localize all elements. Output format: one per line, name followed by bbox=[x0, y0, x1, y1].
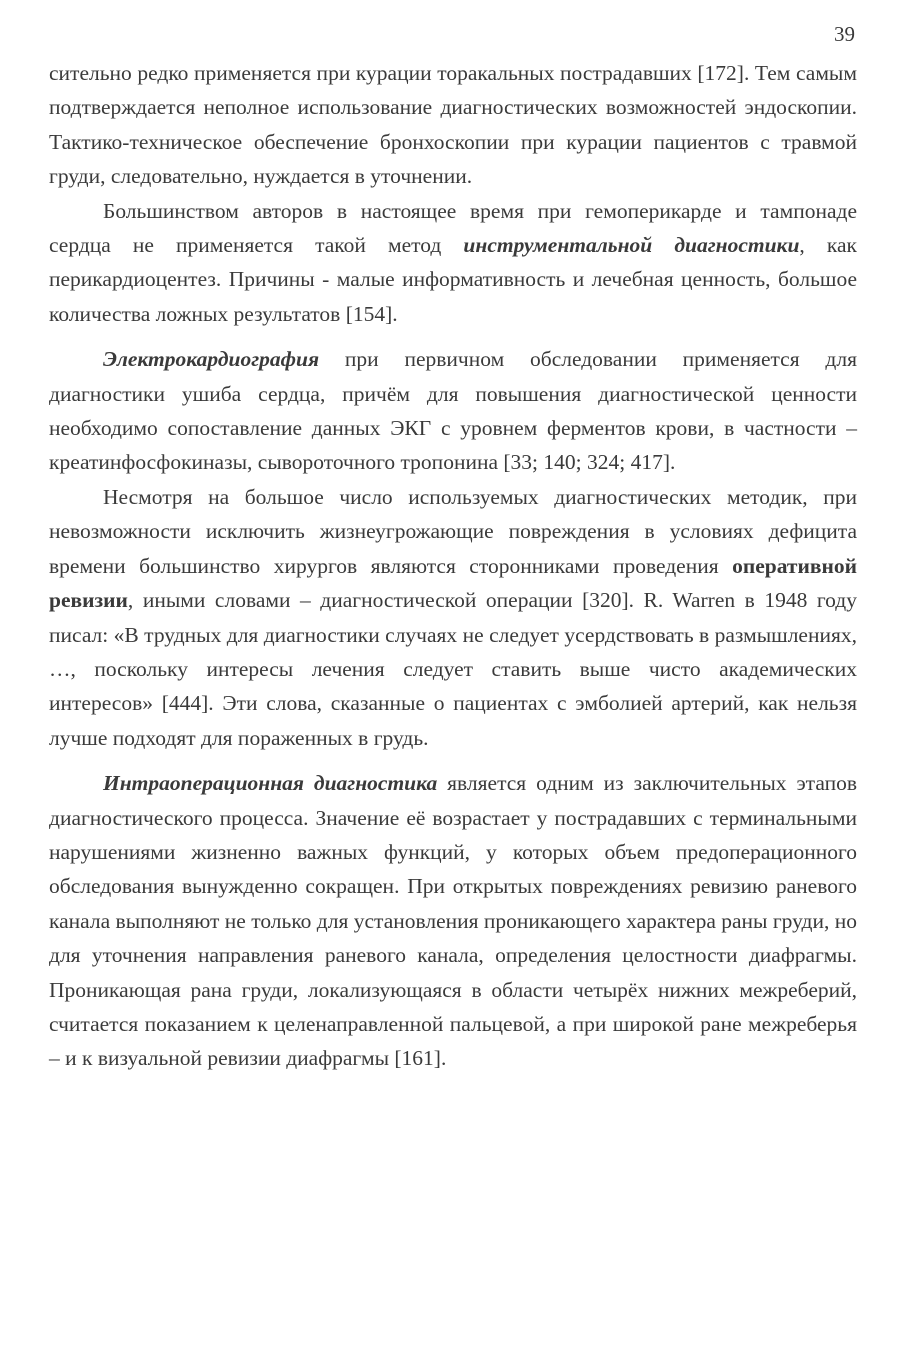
emphasis-term: Интраоперационная диагностика bbox=[103, 771, 438, 796]
paragraph-intraoperative-diagnostics bbox=[49, 766, 857, 1076]
paragraph-instrumental-diagnostics bbox=[49, 194, 857, 332]
paragraph-text-before: Большинством авторов в настоящее время при гемоперикарде и тампонаде сердца не применяется такой метод bbox=[49, 198, 857, 258]
page-number: 39 bbox=[834, 22, 855, 46]
paragraph-text-after: , иными словами – диагностической операции [320]. R. Warren в 1948 году писал: «В трудных для диагностики случаях не следует усердствовать в размышлениях, …, поскольку интересы лечения следует ставить выше чисто академических интересов» [444]. Эти слова, сказанные о пациентах с эмболией артерий, как нельзя лучше подходят для пораженных в грудь. bbox=[49, 588, 857, 750]
paragraph-text-after: при первичном обследовании применяется для диагностики ушиба сердца, причём для повышения диагностической ценности необходимо сопоставление данных ЭКГ с уровнем ферментов крови, в частности – креатинфосфокиназы, сывороточного тропонина [33; 140; 324; 417]. bbox=[49, 347, 857, 475]
paragraph-text-before: Несмотря на большое число используемых диагностических методик, при невозможности исключить жизнеугрожающие повреждения в условиях дефицита времени большинство хирургов являются сторонниками проведения bbox=[49, 484, 857, 578]
paragraph-text: сительно редко применяется при курации торакальных пострадавших [172]. Тем самым подтверждается неполное использование диагностических возможностей эндоскопии. Тактико-техническое обеспечение бронхоскопии при курации пациентов с травмой груди, следовательно, нуждается в уточнении. bbox=[49, 61, 857, 189]
paragraph-text-after: является одним из заключительных этапов диагностического процесса. Значение её возрастает у пострадавших с терминальными нарушениями жизненно важных функций, у которых объем предоперационного обследования вынужденно сокращен. При открытых повреждениях ревизию раневого канала выполняют не только для установления проникающего характера раны груди, но для уточнения направления раневого канала, определения целостности диафрагмы. Проникающая рана груди, локализующаяся в области четырёх нижних межреберий, считается показанием к целенаправленной пальцевой, а при широкой ране межреберья – и к визуальной ревизии диафрагмы [161]. bbox=[49, 771, 857, 1071]
paragraph-electrocardiography bbox=[49, 342, 857, 480]
emphasis-term: Электрокардиография bbox=[103, 347, 320, 372]
emphasis-term: оперативной ревизии bbox=[49, 553, 857, 613]
document-body bbox=[49, 56, 857, 1076]
paragraph-operative-revision bbox=[49, 480, 857, 755]
paragraph-continuation bbox=[49, 56, 857, 194]
emphasis-term: инструментальной диагностики bbox=[463, 233, 800, 258]
paragraph-text-after: , как перикардиоцентез. Причины - малые информативность и лечебная ценность, большое количества ложных результатов [154]. bbox=[49, 233, 858, 326]
